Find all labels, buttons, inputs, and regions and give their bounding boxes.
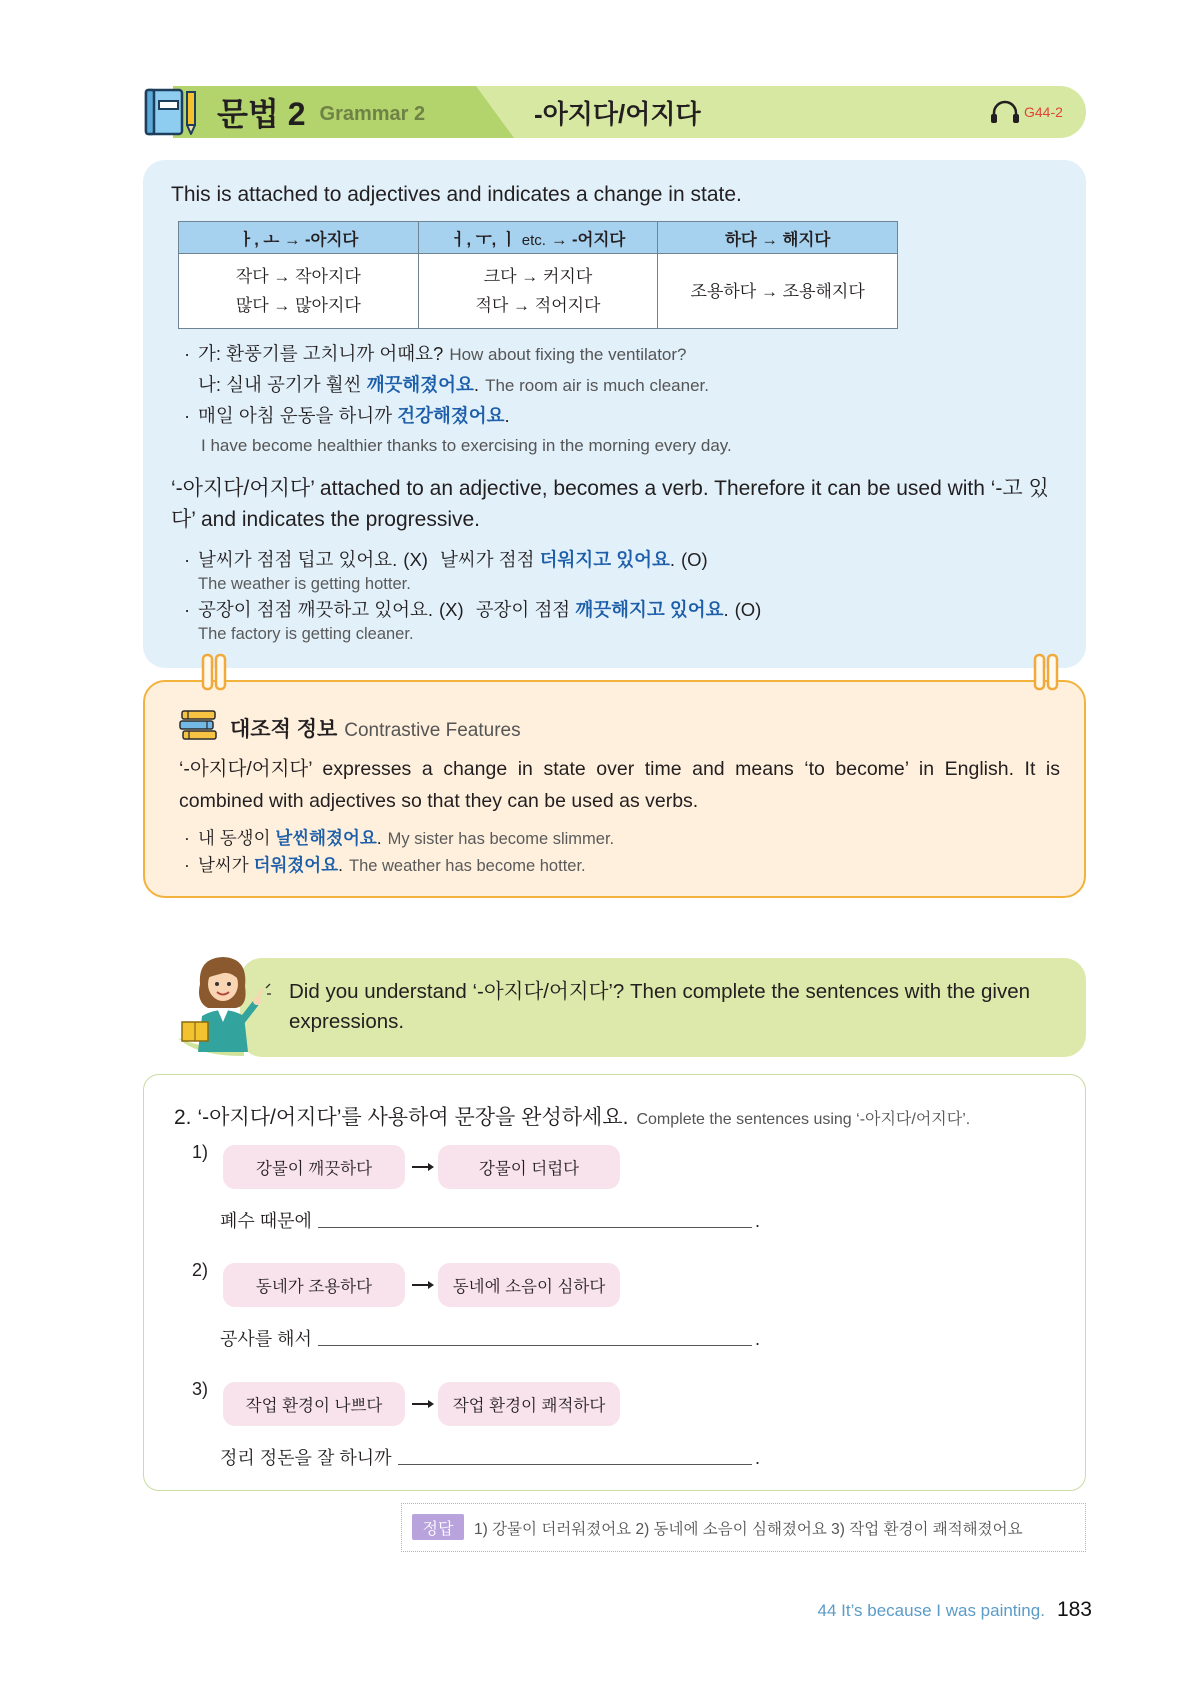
- example-english: The weather has become hotter.: [348, 857, 586, 875]
- wrong-mark: (X): [439, 599, 464, 620]
- example-sentences: [184, 339, 732, 461]
- example-english: The factory is getting cleaner.: [198, 625, 414, 643]
- arrow-right-icon: [411, 1162, 435, 1172]
- progressive-examples: [184, 547, 761, 647]
- wrong-sentence: 날씨가 점점 덥고 있어요.: [198, 549, 398, 570]
- example-english: My sister has become slimmer.: [387, 830, 615, 848]
- sentence-end: .: [754, 1211, 760, 1231]
- contrastive-text: ‘-아지다/어지다’ expresses a change in state over time and means ‘to become’ in English. It is combined with adjectives so that they can be used as verbs.: [179, 758, 1060, 812]
- answer-key: [401, 1503, 1086, 1552]
- page-number: 183: [1056, 1598, 1092, 1621]
- headphones-icon: [989, 99, 1021, 125]
- conjugation-example: 적다 → 적어지다: [475, 296, 601, 315]
- item-number: 3): [192, 1379, 209, 1399]
- binder-clip-icon: [200, 653, 228, 693]
- contrastive-features-box: [143, 680, 1086, 898]
- item-number: 1): [192, 1142, 209, 1162]
- given-expression-after: 작업 환경이 쾌적하다: [438, 1382, 620, 1426]
- table-cell: [179, 254, 419, 329]
- answer-badge: 정답: [412, 1514, 464, 1540]
- example-korean: 매일 아침 운동을 하니까: [198, 405, 398, 426]
- grammar-header: [143, 86, 1086, 138]
- given-expression-before: 작업 환경이 나쁘다: [223, 1382, 405, 1426]
- example-korean: 환풍기를 고치니까 어때요?: [226, 343, 444, 364]
- check-understanding-bubble: [240, 958, 1086, 1057]
- exercise-item: [144, 1142, 1085, 1242]
- given-expression-after: 동네에 소음이 심하다: [438, 1263, 620, 1307]
- exercise-instruction-en: Complete the sentences using ‘-아지다/어지다’.: [636, 1111, 971, 1128]
- section-number-en: Grammar 2: [319, 102, 426, 125]
- example-korean: 날씨가: [198, 855, 254, 875]
- header-text: ㅏ, ㅗ → -아지다: [238, 230, 359, 249]
- table-header-cell: [179, 222, 419, 254]
- example-highlight: 날씬해졌어요: [275, 828, 377, 848]
- answer-blank: [318, 1345, 752, 1346]
- book-pencil-icon: [143, 86, 199, 138]
- example-highlight: 깨끗해졌어요: [366, 374, 474, 395]
- answer-line: [220, 1327, 760, 1351]
- header-etc: etc.: [521, 231, 546, 249]
- check-understanding-text: Did you understand ‘-아지다/어지다’? Then complete the sentences with the given expressions.: [289, 980, 1031, 1033]
- sentence-prompt: 폐수 때문에: [220, 1211, 312, 1231]
- answer-line: [220, 1446, 760, 1470]
- example-english: How about fixing the ventilator?: [449, 345, 687, 364]
- exercise-item: [144, 1260, 1085, 1360]
- sentence-end: .: [754, 1329, 760, 1349]
- conjugation-example: 작다 → 작아지다: [235, 267, 361, 286]
- right-sentence: 날씨가 점점: [439, 549, 540, 570]
- table-header-cell: [658, 222, 898, 254]
- example-highlight: 더워지고 있어요: [539, 549, 670, 570]
- exercise-box: [143, 1074, 1086, 1491]
- speaker-label: 나:: [198, 374, 222, 395]
- page-footer: [818, 1598, 1093, 1622]
- example-line: [184, 547, 761, 572]
- answer-text: 1) 강물이 더러워졌어요 2) 동네에 소음이 심해졌어요 3) 작업 환경이 쾌적해졌어요: [474, 1521, 1023, 1538]
- table-cell: [418, 254, 658, 329]
- given-expression-before: 강물이 깨끗하다: [223, 1145, 405, 1189]
- exercise-number: 2.: [174, 1106, 192, 1129]
- contrastive-examples: [184, 825, 614, 879]
- arrow-right-icon: [411, 1280, 435, 1290]
- example-highlight: 건강해졌어요: [397, 405, 505, 426]
- contrastive-title-ko: 대조적 정보: [230, 718, 338, 741]
- example-line: [184, 825, 614, 852]
- example-highlight: 더워졌어요: [253, 855, 339, 875]
- teacher-character: [178, 952, 272, 1060]
- exercise-instruction-ko: ‘-아지다/어지다’를 사용하여 문장을 완성하세요.: [197, 1106, 629, 1129]
- exercise-item: [144, 1379, 1085, 1479]
- answer-blank: [398, 1464, 752, 1465]
- example-highlight: 깨끗해지고 있어요: [575, 599, 724, 620]
- wrong-mark: (X): [403, 549, 428, 570]
- example-korean: .: [338, 855, 343, 875]
- example-korean: .: [376, 828, 382, 848]
- audio-code: G44-2: [1024, 104, 1063, 120]
- example-korean: 내 동생이: [198, 828, 276, 848]
- progressive-note: ‘-아지다/어지다’ attached to an adjective, becomes a verb. Therefore it can be used with ‘-고 있다’ and indicates the progressive.: [171, 477, 1049, 531]
- header-text: 하다 → 해지다: [724, 230, 831, 249]
- example-korean: .: [473, 374, 480, 395]
- example-english: The room air is much cleaner.: [485, 376, 709, 395]
- example-line: [184, 339, 732, 370]
- header-text: → -어지다: [550, 230, 626, 249]
- audio-track: [989, 86, 1063, 138]
- stacked-books-icon: [179, 709, 217, 741]
- example-line: [184, 852, 614, 879]
- table-header-row: [179, 222, 898, 254]
- right-sentence: 공장이 점점: [475, 599, 576, 620]
- exercise-instruction: [174, 1101, 970, 1131]
- right-mark: (O): [680, 549, 708, 570]
- speaker-label: 가:: [198, 343, 222, 364]
- example-line: [184, 597, 761, 622]
- given-expression-before: 동네가 조용하다: [223, 1263, 405, 1307]
- sentence-prompt: 정리 정돈을 잘 하니까: [220, 1448, 392, 1468]
- conjugation-example: 많다 → 많아지다: [235, 296, 361, 315]
- sentence-prompt: 공사를 해서: [220, 1329, 312, 1349]
- section-number-ko: 문법 2: [217, 96, 306, 132]
- binder-clip-icon: [1032, 653, 1060, 693]
- right-mark: (O): [734, 599, 762, 620]
- contrastive-title-en: Contrastive Features: [344, 720, 521, 741]
- sentence-end: .: [754, 1448, 760, 1468]
- grammar-title: -아지다/어지다: [534, 98, 701, 129]
- answer-line: [220, 1209, 760, 1233]
- example-english: I have become healthier thanks to exercising in the morning every day.: [201, 436, 732, 455]
- arrow-right-icon: [411, 1399, 435, 1409]
- example-korean: .: [504, 405, 510, 426]
- item-number: 2): [192, 1260, 209, 1280]
- explanation-intro: This is attached to adjectives and indicates a change in state.: [171, 183, 742, 206]
- header-text: ㅓ, ㅜ, ㅣ: [450, 230, 517, 249]
- example-line: [184, 401, 732, 431]
- given-expression-after: 강물이 더럽다: [438, 1145, 620, 1189]
- conjugation-example: 크다 → 커지다: [483, 267, 593, 286]
- wrong-sentence: 공장이 점점 깨끗하고 있어요.: [198, 599, 434, 620]
- conjugation-example: 조용하다 → 조용해지다: [690, 281, 865, 301]
- answer-blank: [318, 1227, 752, 1228]
- example-english: The weather is getting hotter.: [198, 575, 411, 593]
- table-header-cell: [418, 222, 658, 254]
- example-korean: 실내 공기가 훨씬: [226, 374, 367, 395]
- example-line: [184, 370, 732, 401]
- contrastive-title: [230, 713, 521, 743]
- right-sentence: .: [723, 599, 729, 620]
- table-cell: [658, 254, 898, 329]
- right-sentence: .: [669, 549, 675, 570]
- section-label: [217, 86, 425, 138]
- conjugation-table: [178, 221, 898, 329]
- explanation-box: [143, 160, 1086, 668]
- lesson-title: 44 It’s because I was painting.: [817, 1601, 1045, 1620]
- table-row: [179, 254, 898, 329]
